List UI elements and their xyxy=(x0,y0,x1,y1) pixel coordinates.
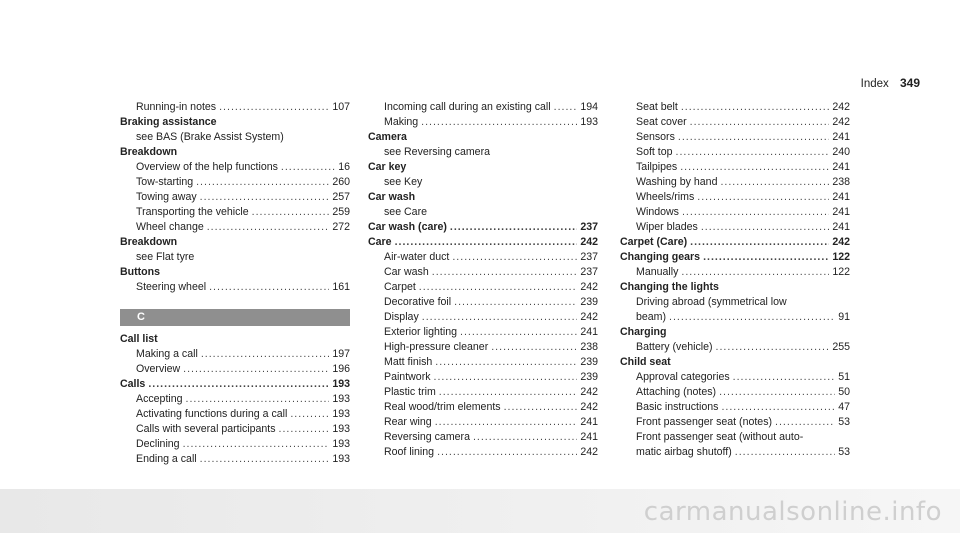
page-ref[interactable]: 242 xyxy=(832,236,850,248)
page-ref[interactable]: 239 xyxy=(580,296,598,308)
index-entry xyxy=(620,175,850,190)
leader-dots xyxy=(201,347,329,362)
index-entry xyxy=(620,295,850,310)
page-ref[interactable]: 240 xyxy=(832,146,850,158)
entry-text: Charging xyxy=(620,326,667,338)
entry-text: Tailpipes xyxy=(636,161,678,173)
leader-dots xyxy=(437,445,577,460)
index-heading xyxy=(620,235,850,250)
entry-text: Camera xyxy=(368,131,407,143)
entry-text: see Care xyxy=(384,206,427,218)
index-heading xyxy=(620,355,850,370)
entry-text: Calls with several participants xyxy=(136,423,276,435)
leader-dots xyxy=(504,400,578,415)
leader-dots xyxy=(281,160,335,175)
page-ref[interactable]: 242 xyxy=(580,311,598,323)
leader-dots xyxy=(196,175,329,190)
entry-text: Windows xyxy=(636,206,679,218)
entry-text: Wheels/rims xyxy=(636,191,695,203)
index-entry xyxy=(620,310,850,325)
entry-text: Overview xyxy=(136,363,181,375)
index-entry xyxy=(368,430,598,445)
page-ref[interactable]: 53 xyxy=(838,416,850,428)
entry-text: Ending a call xyxy=(136,453,197,465)
index-entry xyxy=(368,370,598,385)
index-entry xyxy=(368,415,598,430)
page-ref[interactable]: 51 xyxy=(838,371,850,383)
page-ref[interactable]: 161 xyxy=(332,281,350,293)
leader-dots xyxy=(703,250,829,265)
page-ref[interactable]: 241 xyxy=(832,131,850,143)
page-ref[interactable]: 259 xyxy=(332,206,350,218)
entry-text: Making a call xyxy=(136,348,198,360)
entry-text: matic airbag shutoff) xyxy=(636,446,732,458)
entry-text: see BAS (Brake Assist System) xyxy=(136,131,284,143)
letter-heading: C xyxy=(120,309,350,326)
leader-dots xyxy=(148,377,329,392)
entry-text: Incoming call during an existing call xyxy=(384,101,551,113)
index-heading xyxy=(368,160,598,175)
index-entry xyxy=(368,265,598,280)
leader-dots xyxy=(200,190,330,205)
entry-text: Car wash xyxy=(384,266,429,278)
leader-dots xyxy=(460,325,577,340)
page-ref[interactable]: 237 xyxy=(580,251,598,263)
entry-text: see Flat tyre xyxy=(136,251,195,263)
entry-text: Approval categories xyxy=(636,371,730,383)
entry-text: Car wash xyxy=(368,191,416,203)
index-entry xyxy=(120,190,350,205)
page-ref[interactable]: 272 xyxy=(332,221,350,233)
entry-text: Accepting xyxy=(136,393,183,405)
leader-dots xyxy=(279,422,330,437)
entry-text: Exterior lighting xyxy=(384,326,458,338)
index-entry xyxy=(620,265,850,280)
page-ref[interactable]: 193 xyxy=(332,408,350,420)
entry-text: Display xyxy=(384,311,419,323)
index-entry xyxy=(120,100,350,115)
index-entry xyxy=(368,145,598,160)
index-entry xyxy=(120,452,350,467)
page-ref[interactable]: 122 xyxy=(832,251,850,263)
index-heading xyxy=(620,280,850,295)
leader-dots xyxy=(421,115,577,130)
page-ref[interactable]: 193 xyxy=(332,423,350,435)
page-ref[interactable]: 241 xyxy=(580,416,598,428)
entry-text: Overview of the help functions xyxy=(136,161,278,173)
index-entry xyxy=(368,115,598,130)
page-ref[interactable]: 255 xyxy=(832,341,850,353)
entry-text: Driving abroad (symmetrical low xyxy=(636,296,787,308)
entry-text: see Reversing camera xyxy=(384,146,490,158)
index-entry xyxy=(368,445,598,460)
section-label: Index xyxy=(860,78,889,90)
index-entry xyxy=(368,400,598,415)
page-ref[interactable]: 107 xyxy=(332,101,350,113)
leader-dots xyxy=(676,145,830,160)
index-entry xyxy=(620,430,850,445)
page-ref[interactable]: 260 xyxy=(332,176,350,188)
entry-text: Reversing camera xyxy=(384,431,470,443)
index-heading xyxy=(620,250,850,265)
index-entry xyxy=(368,175,598,190)
entry-text: Battery (vehicle) xyxy=(636,341,713,353)
page-ref[interactable]: 242 xyxy=(580,236,598,248)
page-ref[interactable]: 196 xyxy=(332,363,350,375)
page-number: 349 xyxy=(899,76,920,90)
leader-dots xyxy=(701,220,829,235)
index-entry xyxy=(368,280,598,295)
page-ref[interactable]: 242 xyxy=(580,401,598,413)
index-entry xyxy=(620,100,850,115)
entry-text: Sensors xyxy=(636,131,675,143)
leader-dots xyxy=(219,100,329,115)
index-entry xyxy=(368,205,598,220)
leader-dots xyxy=(183,362,329,377)
entry-text: Call list xyxy=(120,333,158,345)
page-header xyxy=(861,76,920,90)
leader-dots xyxy=(719,385,835,400)
watermark: carmanualsonline.info xyxy=(643,497,942,527)
entry-text: Front passenger seat (notes) xyxy=(636,416,773,428)
index-entry xyxy=(368,340,598,355)
entry-text: Buttons xyxy=(120,266,161,278)
index-heading xyxy=(120,235,350,250)
entry-text: Seat cover xyxy=(636,116,687,128)
leader-dots xyxy=(721,400,835,415)
page-ref[interactable]: 197 xyxy=(332,348,350,360)
index-heading xyxy=(120,332,350,347)
index-heading xyxy=(120,145,350,160)
page-ref[interactable]: 239 xyxy=(580,356,598,368)
page-ref[interactable]: 193 xyxy=(580,116,598,128)
page-ref[interactable]: 193 xyxy=(332,438,350,450)
index-entry xyxy=(368,100,598,115)
index-entry xyxy=(620,115,850,130)
page-ref[interactable]: 241 xyxy=(832,221,850,233)
leader-dots xyxy=(422,310,578,325)
leader-dots xyxy=(395,235,578,250)
entry-text: Steering wheel xyxy=(136,281,207,293)
index-entry xyxy=(620,415,850,430)
leader-dots xyxy=(680,160,829,175)
entry-text: Breakdown xyxy=(120,236,178,248)
entry-text: Towing away xyxy=(136,191,197,203)
index-entry xyxy=(120,437,350,452)
leader-dots xyxy=(669,310,835,325)
leader-dots xyxy=(681,265,829,280)
entry-text: Running-in notes xyxy=(136,101,217,113)
page-ref[interactable]: 242 xyxy=(832,116,850,128)
index-entry xyxy=(120,220,350,235)
index-column-3 xyxy=(620,100,850,460)
leader-dots xyxy=(452,250,577,265)
page-ref[interactable]: 50 xyxy=(838,386,850,398)
entry-text: Paintwork xyxy=(384,371,431,383)
entry-text: Carpet (Care) xyxy=(620,236,688,248)
index-heading xyxy=(120,115,350,130)
leader-dots xyxy=(183,437,330,452)
footer-band xyxy=(0,489,960,533)
index-entry xyxy=(620,190,850,205)
page-ref[interactable]: 193 xyxy=(332,378,350,390)
entry-text: Soft top xyxy=(636,146,673,158)
entry-text: Attaching (notes) xyxy=(636,386,717,398)
index-heading xyxy=(120,377,350,392)
leader-dots xyxy=(473,430,577,445)
page-ref[interactable]: 241 xyxy=(832,161,850,173)
leader-dots xyxy=(716,340,830,355)
entry-text: Carpet xyxy=(384,281,416,293)
index-entry xyxy=(368,355,598,370)
leader-dots xyxy=(290,407,329,422)
index-column-2 xyxy=(368,100,598,460)
leader-dots xyxy=(200,452,330,467)
page-ref[interactable]: 16 xyxy=(338,161,350,173)
index-entry xyxy=(368,310,598,325)
entry-text: Calls xyxy=(120,378,146,390)
leader-dots xyxy=(720,175,829,190)
leader-dots xyxy=(439,385,578,400)
leader-dots xyxy=(682,205,829,220)
entry-text: Seat belt xyxy=(636,101,678,113)
leader-dots xyxy=(432,265,578,280)
leader-dots xyxy=(186,392,330,407)
entry-text: Changing the lights xyxy=(620,281,719,293)
index-entry xyxy=(620,385,850,400)
index-entry xyxy=(620,220,850,235)
page-ref[interactable]: 237 xyxy=(580,221,598,233)
entry-text: Matt finish xyxy=(384,356,433,368)
entry-text: Washing by hand xyxy=(636,176,718,188)
leader-dots xyxy=(434,370,578,385)
leader-dots xyxy=(733,370,836,385)
leader-dots xyxy=(454,295,577,310)
entry-text: Breakdown xyxy=(120,146,178,158)
index-entry xyxy=(120,280,350,295)
entry-text: Child seat xyxy=(620,356,671,368)
index-entry xyxy=(620,370,850,385)
leader-dots xyxy=(690,115,830,130)
entry-text: Changing gears xyxy=(620,251,701,263)
entry-text: see Key xyxy=(384,176,423,188)
entry-text: Plastic trim xyxy=(384,386,436,398)
index-entry xyxy=(120,205,350,220)
page-ref[interactable]: 257 xyxy=(332,191,350,203)
index-entry xyxy=(620,445,850,460)
index-entry xyxy=(120,250,350,265)
leader-dots xyxy=(450,220,577,235)
index-entry xyxy=(120,362,350,377)
index-entry xyxy=(620,205,850,220)
index-entry xyxy=(120,160,350,175)
index-column-1 xyxy=(120,100,350,467)
leader-dots xyxy=(491,340,577,355)
page-ref[interactable]: 238 xyxy=(832,176,850,188)
entry-text: Wheel change xyxy=(136,221,204,233)
entry-text: Declining xyxy=(136,438,180,450)
index-heading xyxy=(368,130,598,145)
index-entry xyxy=(620,160,850,175)
entry-text: Front passenger seat (without auto- xyxy=(636,431,804,443)
entry-text: Car key xyxy=(368,161,407,173)
leader-dots xyxy=(554,100,578,115)
page-ref[interactable]: 193 xyxy=(332,453,350,465)
page-ref[interactable]: 241 xyxy=(832,206,850,218)
page-ref[interactable]: 242 xyxy=(580,386,598,398)
entry-text: beam) xyxy=(636,311,667,323)
page-ref[interactable]: 242 xyxy=(832,101,850,113)
page-ref[interactable]: 47 xyxy=(838,401,850,413)
entry-text: Roof lining xyxy=(384,446,435,458)
page-ref[interactable]: 53 xyxy=(838,446,850,458)
index-heading xyxy=(620,325,850,340)
entry-text: Making xyxy=(384,116,419,128)
leader-dots xyxy=(419,280,578,295)
leader-dots xyxy=(209,280,329,295)
leader-dots xyxy=(207,220,330,235)
index-heading xyxy=(368,190,598,205)
leader-dots xyxy=(775,415,835,430)
index-entry xyxy=(120,392,350,407)
index-entry xyxy=(620,340,850,355)
page-ref[interactable]: 193 xyxy=(332,393,350,405)
entry-text: Rear wing xyxy=(384,416,432,428)
entry-text: Transporting the vehicle xyxy=(136,206,249,218)
entry-text: Wiper blades xyxy=(636,221,698,233)
page-ref[interactable]: 238 xyxy=(580,341,598,353)
page-ref[interactable]: 241 xyxy=(832,191,850,203)
entry-text: Activating functions during a call xyxy=(136,408,288,420)
page-ref[interactable]: 122 xyxy=(832,266,850,278)
entry-text: Care xyxy=(368,236,392,248)
index-entry xyxy=(368,325,598,340)
index-entry xyxy=(368,250,598,265)
page-ref[interactable]: 237 xyxy=(580,266,598,278)
entry-text: Basic instructions xyxy=(636,401,719,413)
index-entry xyxy=(368,385,598,400)
index-entry xyxy=(120,130,350,145)
page-ref[interactable]: 241 xyxy=(580,431,598,443)
page-ref[interactable]: 239 xyxy=(580,371,598,383)
index-entry xyxy=(620,145,850,160)
index-entry xyxy=(120,347,350,362)
page-ref[interactable]: 242 xyxy=(580,281,598,293)
page-ref[interactable]: 241 xyxy=(580,326,598,338)
index-entry xyxy=(120,407,350,422)
index-entry xyxy=(120,422,350,437)
entry-text: Real wood/trim elements xyxy=(384,401,501,413)
entry-text: Car wash (care) xyxy=(368,221,447,233)
index-entry xyxy=(368,295,598,310)
index-entry xyxy=(620,400,850,415)
spacer xyxy=(120,295,350,307)
index-entry xyxy=(620,130,850,145)
entry-text: Manually xyxy=(636,266,679,278)
leader-dots xyxy=(435,355,577,370)
index-heading xyxy=(120,265,350,280)
index-heading xyxy=(368,220,598,235)
index-heading xyxy=(368,235,598,250)
index-entry xyxy=(120,175,350,190)
entry-text: Tow-starting xyxy=(136,176,194,188)
entry-text: Air-water duct xyxy=(384,251,450,263)
page-ref[interactable]: 242 xyxy=(580,446,598,458)
entry-text: High-pressure cleaner xyxy=(384,341,489,353)
leader-dots xyxy=(735,445,835,460)
leader-dots xyxy=(681,100,829,115)
entry-text: Decorative foil xyxy=(384,296,452,308)
leader-dots xyxy=(435,415,578,430)
page-ref[interactable]: 194 xyxy=(580,101,598,113)
leader-dots xyxy=(690,235,829,250)
leader-dots xyxy=(678,130,829,145)
leader-dots xyxy=(697,190,829,205)
page-ref[interactable]: 91 xyxy=(838,311,850,323)
leader-dots xyxy=(252,205,330,220)
entry-text: Braking assistance xyxy=(120,116,217,128)
